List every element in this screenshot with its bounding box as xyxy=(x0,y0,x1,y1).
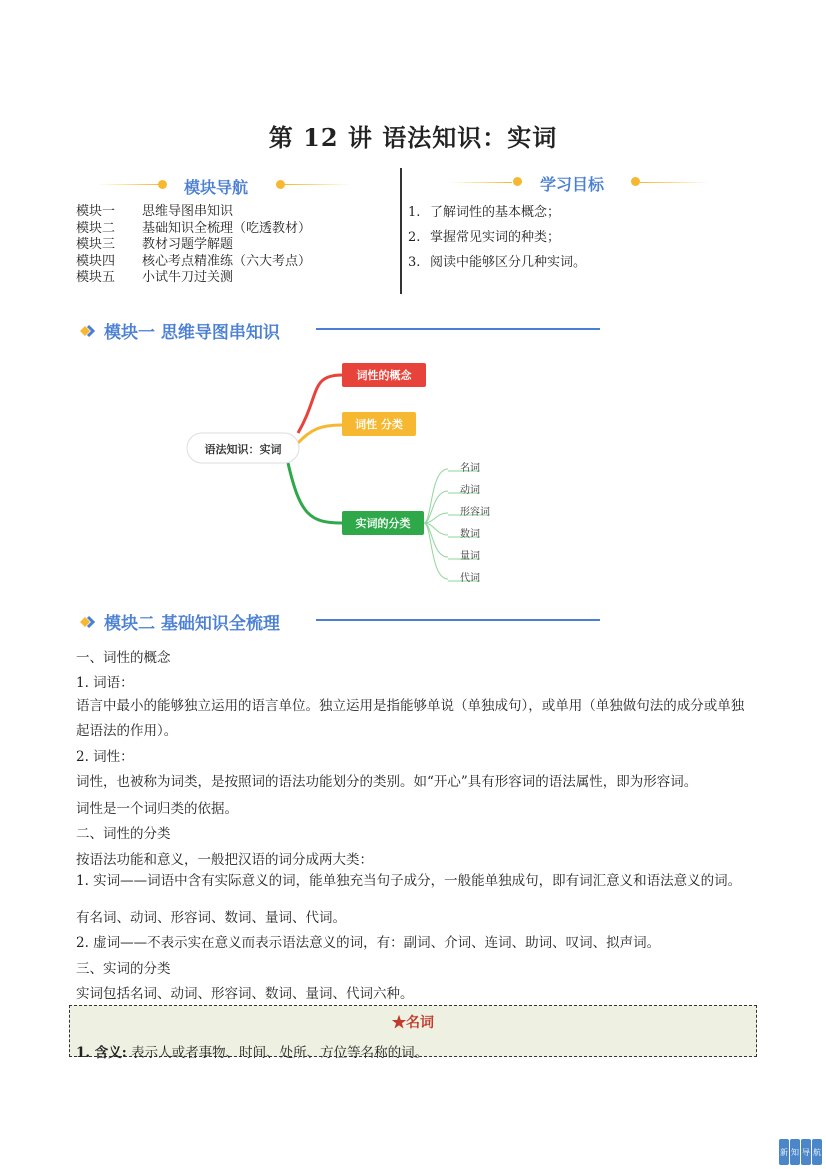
mind-root-label: 语法知识：实词 xyxy=(204,443,282,456)
nav-item: 模块四 核心考点精准练（六大考点） xyxy=(76,253,312,269)
leaf-pronoun: 代词 xyxy=(460,573,480,584)
nav-heading-dot-right xyxy=(276,180,285,189)
module1-rule xyxy=(316,328,600,330)
module2-rule xyxy=(316,619,600,621)
paragraph: 按语法功能和意义，一般把汉语的词分成两大类： xyxy=(76,852,373,868)
leaf-connectors xyxy=(424,469,448,579)
paragraph: 有名词、动词、形容词、数词、量词、代词。 xyxy=(76,910,346,926)
nav-heading-line-right xyxy=(285,184,351,185)
nav-item: 模块五 小试牛刀过关测 xyxy=(76,270,234,285)
nav-item: 模块二 基础知识全梳理（吃透教材） xyxy=(76,220,312,236)
paragraph: 词性，也被称为词类，是按照词的语法功能划分的类别。如“开心”具有形容词的语法属性，即为形容词。 xyxy=(76,774,698,790)
concept-node-label: 词性的概念 xyxy=(356,369,412,382)
paragraph: 2. 虚词——不表示实在意义而表示语法意义的词，有：副词、介词、连词、助词、叹词、拟声词。 xyxy=(76,935,661,951)
leaf-verb: 动词 xyxy=(460,485,480,496)
double-chevron-icon xyxy=(78,324,100,338)
content-word-node-label: 实词的分类 xyxy=(355,517,411,530)
double-chevron-icon xyxy=(78,615,100,629)
box-title: ★名词 xyxy=(392,1015,434,1031)
paragraph: 实词包括名词、动词、形容词、数词、量词、代词六种。 xyxy=(76,986,414,1002)
column-divider xyxy=(400,168,402,294)
noun-definition-box xyxy=(69,1005,757,1061)
paragraph: 1. 实词——词语中含有实际意义的词，能单独充当句子成分，一般能单独成句，即有词汇意义和语法意义的词。 xyxy=(76,873,742,889)
section-heading: 一、词性的概念 xyxy=(76,650,171,666)
nav-heading-dot-left xyxy=(158,180,167,189)
nav-item: 模块三 教材习题学解题 xyxy=(76,237,234,252)
page-title: 第 12 讲 语法知识：实词 xyxy=(268,123,558,152)
goal-item: 2. 掌握常见实词的种类； xyxy=(408,230,561,245)
leaf-numeral: 数词 xyxy=(460,529,480,540)
paragraph: 词性是一个词归类的依据。 xyxy=(76,801,238,817)
goals-list xyxy=(408,200,586,275)
leaf-measure: 量词 xyxy=(460,551,480,562)
navigation-badge[interactable]: 新 知 导 航 xyxy=(779,1139,822,1165)
branch-line-content xyxy=(288,463,342,523)
box-definition: 1. 含义: 表示人或者事物、时间、处所、方位等名称的词。 xyxy=(76,1045,429,1061)
section-heading: 二、词性的分类 xyxy=(76,826,171,842)
subheading: 2. 词性： xyxy=(76,749,134,765)
nav-heading-line-left xyxy=(98,184,160,185)
goals-heading: 学习目标 xyxy=(540,175,605,194)
subheading: 1. 词语： xyxy=(76,675,134,691)
nav-heading: 模块导航 xyxy=(184,178,249,197)
classify-node-label: 词性 分类 xyxy=(355,418,403,431)
goals-heading-dot-left xyxy=(513,177,522,186)
paragraph: 语言中最小的能够独立运用的语言单位。独立运用是指能够单说（单独成句），或单用（单独做句法的成分或单独起语法的作用）。 xyxy=(76,698,745,739)
nav-item: 模块一 思维导图串知识 xyxy=(76,204,234,219)
section-heading: 三、实词的分类 xyxy=(76,961,171,977)
module2-heading: 模块二 基础知识全梳理 xyxy=(78,609,280,634)
goals-heading-line-left xyxy=(450,182,512,183)
goals-heading-dot-right xyxy=(631,177,640,186)
goals-heading-line-right xyxy=(640,182,710,183)
leaf-adjective: 形容词 xyxy=(460,507,490,518)
module-nav-list xyxy=(76,204,311,287)
goal-item: 3. 阅读中能够区分几种实词。 xyxy=(408,255,587,270)
mind-map xyxy=(180,355,520,590)
leaf-noun: 名词 xyxy=(460,463,480,474)
module1-heading: 模块一 思维导图串知识 xyxy=(78,318,280,343)
branch-line-classify xyxy=(298,425,342,443)
goal-item: 1. 了解词性的基本概念； xyxy=(408,205,561,220)
